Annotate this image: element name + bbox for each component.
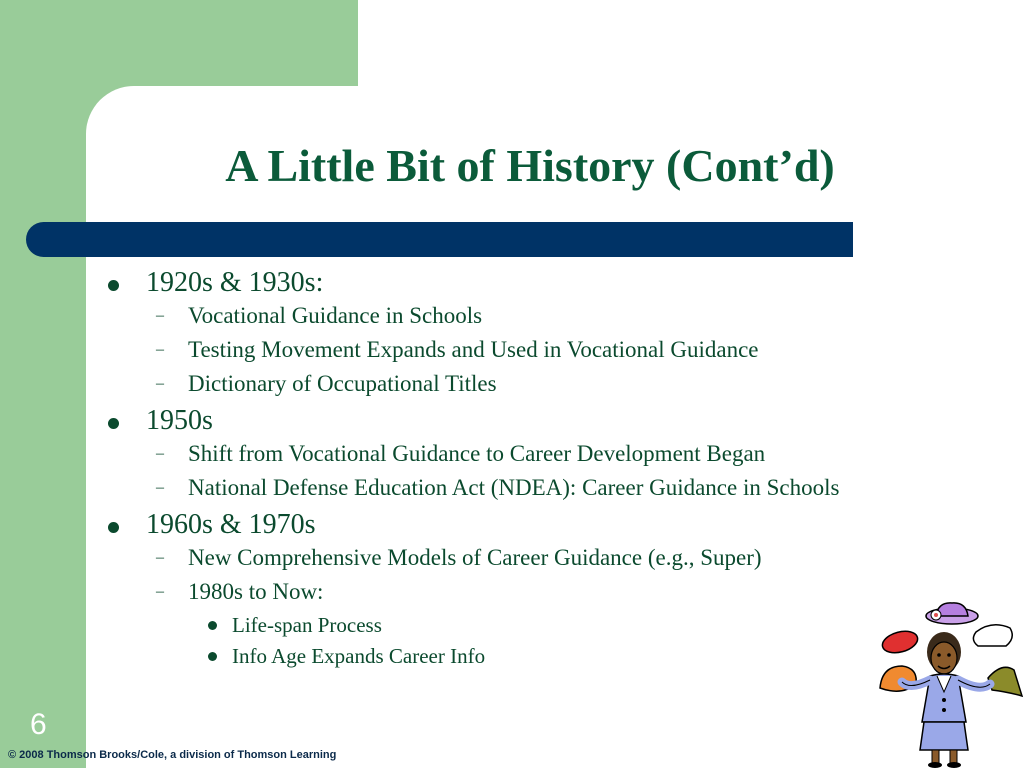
woman-juggling-hats-icon [872, 600, 1024, 768]
bullet-list [104, 266, 924, 674]
sub-bullet: – Vocational Guidance in Schools [156, 303, 483, 328]
sub-sub-bullet: Info Age Expands Career Info [104, 643, 924, 669]
bullet-1920s-1930s: 1920s & 1930s: [104, 266, 924, 300]
sub-sub-bullet: Life-span Process [104, 612, 924, 638]
background-top-white [358, 0, 1024, 86]
dash-icon: – [156, 479, 164, 496]
bullet-1950s: 1950s [104, 404, 924, 438]
title-divider-bar [26, 222, 853, 257]
dash-icon: – [156, 307, 164, 324]
bullet-icon [208, 621, 217, 630]
dash-icon: – [156, 341, 164, 358]
bullet-icon [108, 280, 119, 291]
bullet-icon [108, 522, 119, 533]
sub-bullet: – New Comprehensive Models of Career Guidance (e.g., Super) [156, 545, 762, 570]
bullet-1960s-1970s: 1960s & 1970s [104, 508, 924, 542]
bullet-icon [108, 418, 119, 429]
sub-bullet: – Dictionary of Occupational Titles [156, 371, 497, 396]
sub-bullet: – 1980s to Now: [156, 579, 324, 604]
bullet-icon [208, 652, 217, 661]
sub-bullet: – Testing Movement Expands and Used in Vocational Guidance [156, 337, 759, 362]
dash-icon: – [156, 549, 164, 566]
sub-bullet: – National Defense Education Act (NDEA): Career Guidance in Schools [156, 475, 840, 500]
page-number: 6 [30, 708, 47, 741]
sub-bullet: – Shift from Vocational Guidance to Career Development Began [156, 441, 766, 466]
dash-icon: – [156, 375, 164, 392]
slide-title: A Little Bit of History (Cont’d) [225, 140, 835, 191]
dash-icon: – [156, 583, 164, 600]
copyright-notice: © 2008 Thomson Brooks/Cole, a division of Thomson Learning [8, 749, 337, 761]
dash-icon: – [156, 445, 164, 462]
